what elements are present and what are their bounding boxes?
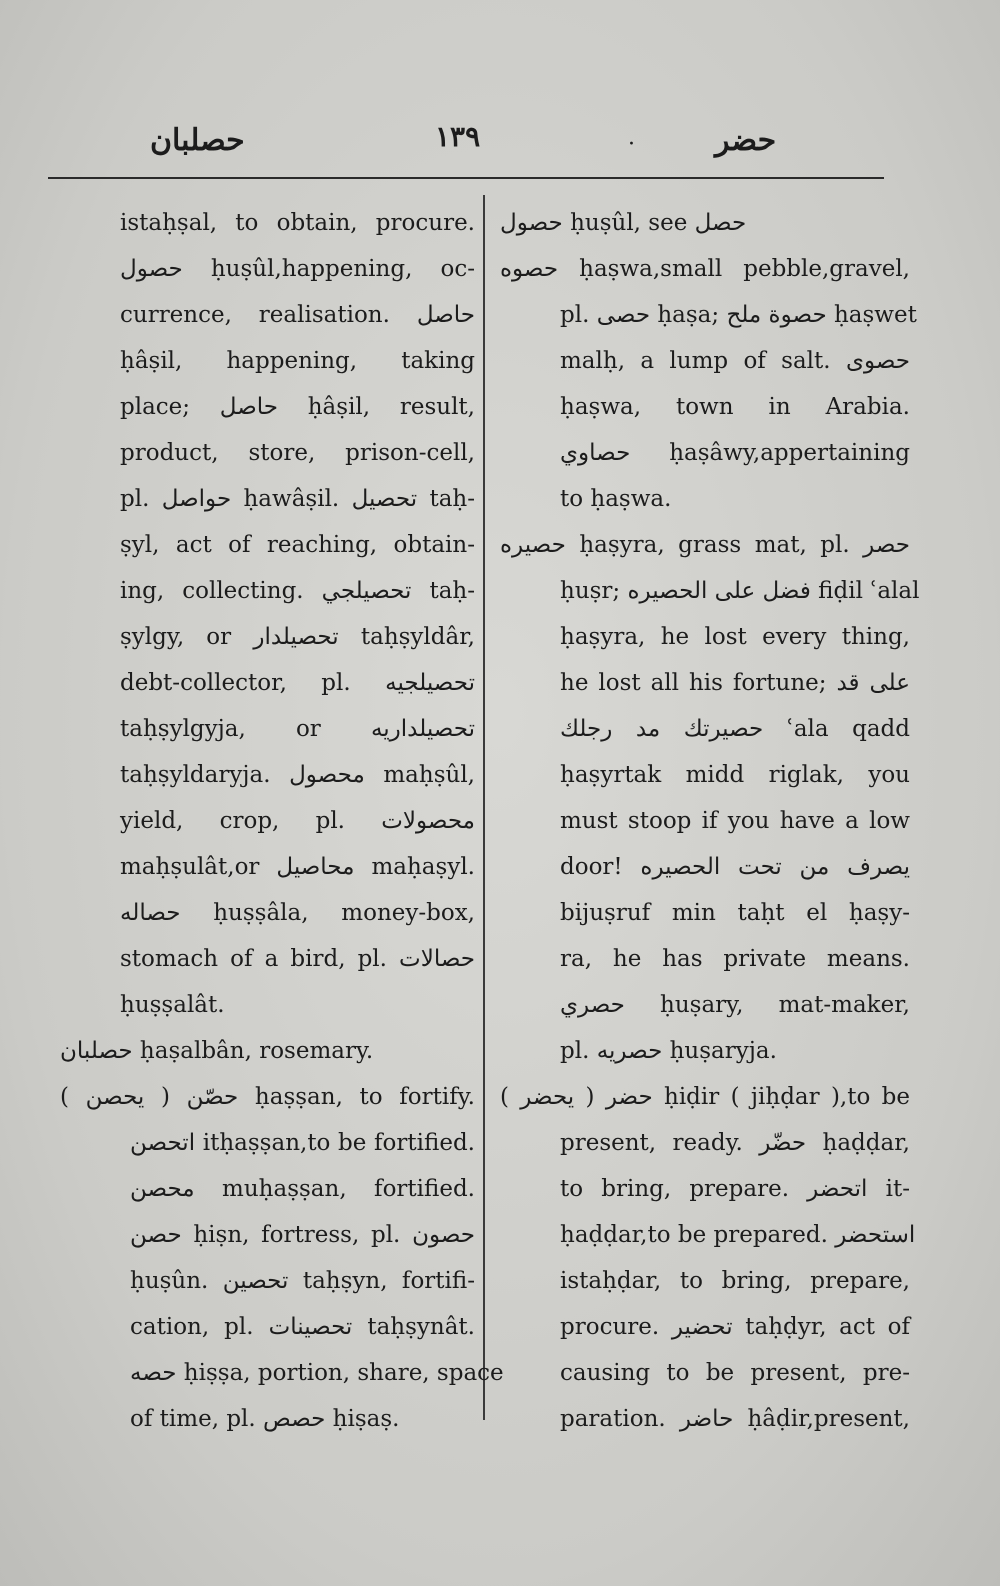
left-line-1: istaḥṣal, to obtain, procure. bbox=[120, 210, 475, 236]
right-line-12: حصيرتك مد رجلك ʿala qadd bbox=[560, 716, 910, 742]
left-line-6: product, store, prison-cell, bbox=[120, 440, 475, 466]
left-line-13: taḥṣyldaryja. محصول maḥṣûl, bbox=[120, 762, 475, 788]
right-line-4: malḥ, a lump of salt. حصوى bbox=[560, 348, 910, 374]
left-line-23: حصن ḥiṣn, fortress, pl. حصون bbox=[130, 1222, 475, 1248]
header-right-word: حضر bbox=[715, 123, 777, 158]
right-line-13: ḥaṣyrtak midd riglak, you bbox=[560, 762, 910, 788]
right-column bbox=[500, 200, 920, 1442]
right-line-15: door! يصرف من تحت الحصيره bbox=[560, 854, 910, 880]
page-number: ١٣٩ bbox=[435, 120, 481, 153]
left-line-8: ṣyl, act of reaching, obtain- bbox=[120, 532, 475, 558]
left-line-26: حصه ḥiṣṣa, portion, share, space bbox=[130, 1360, 504, 1386]
left-line-22: محصن muḥaṣṣan, fortified. bbox=[130, 1176, 475, 1202]
left-line-27: of time, pl. حصص ḥiṣaṣ. bbox=[130, 1406, 400, 1432]
page-header bbox=[0, 118, 1000, 168]
left-line-12: taḥṣylgyja, or تحصيلداريه bbox=[120, 716, 475, 742]
right-line-18: حصري ḥuṣary, mat-maker, bbox=[560, 992, 910, 1018]
right-line-9: ḥuṣr; فضل على الحصيره fiḍil ʿalal bbox=[560, 578, 920, 604]
left-line-10: ṣylgy, or تحصيلدار taḥṣyldâr, bbox=[120, 624, 475, 650]
column-divider bbox=[483, 195, 485, 1420]
left-line-14: yield, crop, pl. محصولات bbox=[120, 808, 475, 834]
right-line-10: ḥaṣyra, he lost every thing, bbox=[560, 624, 910, 650]
right-line-17: ra, he has private means. bbox=[560, 946, 910, 972]
right-line-8: حصيره ḥaṣyra, grass mat, pl. حصر bbox=[500, 532, 910, 558]
header-left-word: حصلبان bbox=[150, 123, 245, 158]
left-line-25: cation, pl. تحصينات taḥṣynât. bbox=[130, 1314, 475, 1340]
right-line-23: ḥaḍḍar,to be prepared. استحضر bbox=[560, 1222, 916, 1248]
right-line-16: bijuṣruf min taḥt el ḥaṣy- bbox=[560, 900, 910, 926]
left-line-18: ḥuṣṣalât. bbox=[120, 992, 225, 1018]
left-line-3: currence, realisation. حاصل bbox=[120, 302, 475, 328]
right-line-27: paration. حاضر ḥâḍir,present, bbox=[560, 1406, 910, 1432]
right-line-11: he lost all his fortune; على قد bbox=[560, 670, 910, 696]
right-line-21: present, ready. حضّر ḥaḍḍar, bbox=[560, 1130, 910, 1156]
left-line-17: stomach of a bird, pl. حصالات bbox=[120, 946, 475, 972]
left-line-5: place; حاصل ḥâṣil, result, bbox=[120, 394, 475, 420]
right-line-6: حصاوي ḥaṣâwy,appertaining bbox=[560, 440, 910, 466]
right-line-25: procure. تحضير taḥḍyr, act of bbox=[560, 1314, 910, 1340]
right-line-24: istaḥḍar, to bring, prepare, bbox=[560, 1268, 910, 1294]
right-line-7: to ḥaṣwa. bbox=[560, 486, 672, 512]
left-line-7: pl. حواصل ḥawâṣil. تحصيل taḥ- bbox=[120, 486, 476, 512]
left-line-16: حصاله ḥuṣṣâla, money-box, bbox=[120, 900, 475, 926]
right-line-14: must stoop if you have a low bbox=[560, 808, 910, 834]
header-rule bbox=[48, 177, 884, 179]
right-line-26: causing to be present, pre- bbox=[560, 1360, 910, 1386]
left-column bbox=[60, 200, 504, 1442]
right-line-3: pl. حصى ḥaṣa; حصوة ملح ḥaṣwet bbox=[560, 302, 917, 328]
left-line-11: debt-collector, pl. تحصيلجيه bbox=[120, 670, 475, 696]
left-line-15: maḥṣulât,or محاصيل maḥaṣyl. bbox=[120, 854, 475, 880]
right-line-1: حصول ḥuṣûl, see حصل bbox=[500, 210, 747, 236]
right-line-2: حصوه ḥaṣwa,small pebble,gravel, bbox=[500, 256, 910, 282]
right-line-5: ḥaṣwa, town in Arabia. bbox=[560, 394, 910, 420]
right-line-20: حضر ( يحضر ) ḥiḍir ( jiḥḍar ),to be bbox=[500, 1084, 910, 1110]
left-line-4: ḥâṣil, happening, taking bbox=[120, 348, 475, 374]
left-line-9: ing, collecting. تحصيلجي taḥ- bbox=[120, 578, 475, 604]
left-line-21: اتحصن itḥaṣṣan,to be fortified. bbox=[130, 1130, 475, 1156]
left-line-2: حصول ḥuṣûl,happening, oc- bbox=[120, 256, 475, 282]
header-dot: · bbox=[628, 132, 635, 157]
left-line-19: حصلبان ḥaṣalbân, rosemary. bbox=[60, 1038, 374, 1064]
left-line-20: حصّن ( يحصن ) ḥaṣṣan, to fortify. bbox=[60, 1084, 475, 1110]
right-line-19: pl. حصريه ḥuṣaryja. bbox=[560, 1038, 777, 1064]
left-line-24: ḥuṣûn. تحصين taḥṣyn, fortifi- bbox=[130, 1268, 475, 1294]
right-line-22: to bring, prepare. اتحضر it- bbox=[560, 1176, 910, 1202]
